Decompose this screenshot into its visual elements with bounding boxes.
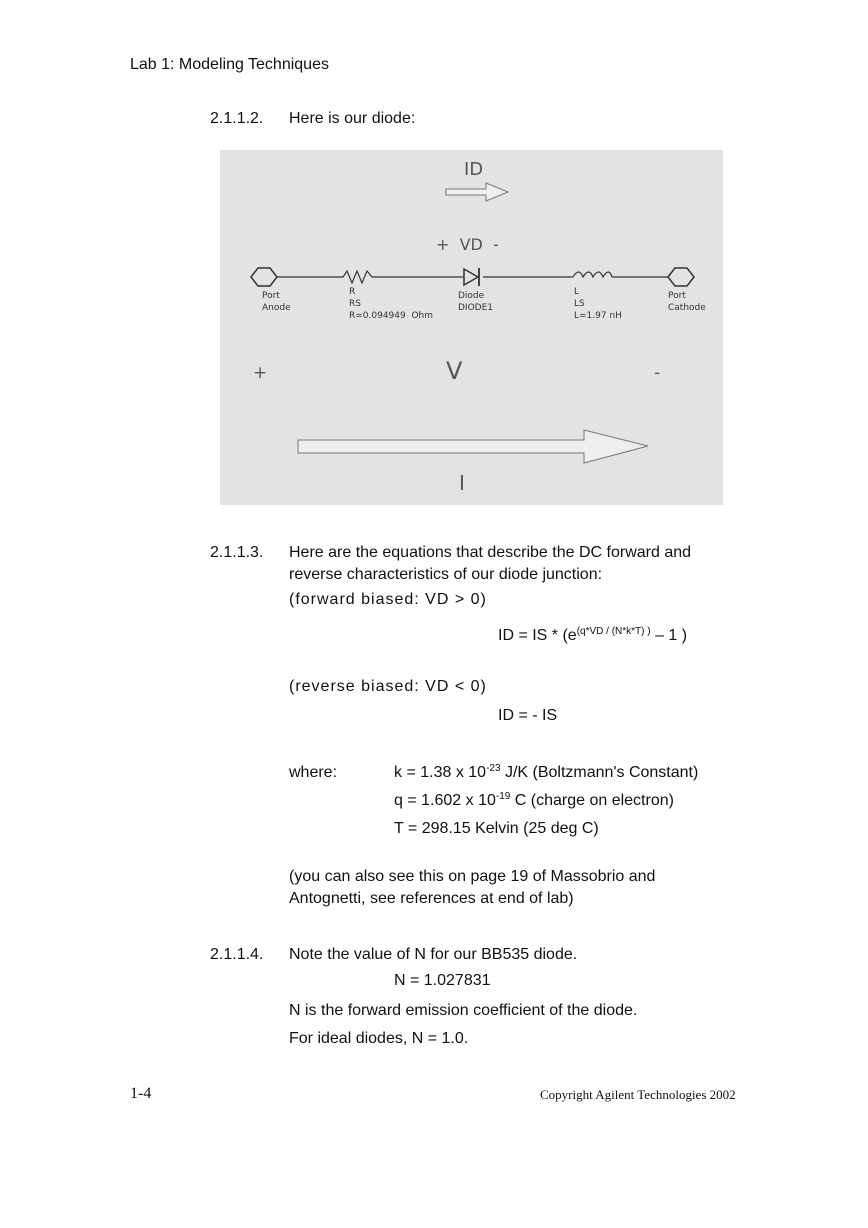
port-cathode-symbol — [668, 268, 694, 286]
running-header: Lab 1: Modeling Techniques — [130, 56, 329, 73]
plus-sign: + — [253, 363, 268, 383]
inductor-label-2: LS — [574, 299, 585, 309]
reference-note-line1: (you can also see this on page 19 of Massobrio and — [289, 868, 656, 885]
i-label: I — [459, 471, 465, 495]
section-number-2-1-1-2: 2.1.1.2. — [210, 110, 264, 127]
port-anode-label-1: Port — [262, 291, 280, 301]
forward-equation-exponent: (q*VD / (N*k*T) ) — [576, 626, 651, 637]
reverse-biased-label: (reverse biased: VD < 0) — [289, 678, 487, 695]
minus-sign: - — [654, 363, 661, 383]
where-label: where: — [289, 764, 338, 781]
port-anode-symbol — [251, 268, 277, 286]
inductor-label-3: L=1.97 nH — [574, 311, 622, 321]
page-number: 1-4 — [130, 1085, 152, 1102]
section-text-2-1-1-3-line2: reverse characteristics of our diode junction: — [289, 566, 603, 583]
id-label: ID — [464, 159, 484, 180]
port-cathode-label-1: Port — [668, 291, 686, 301]
resistor-label-3: R=0.094949 Ohm — [349, 311, 434, 321]
forward-biased-label: (forward biased: VD > 0) — [289, 591, 487, 608]
section-text-2-1-1-3-line1: Here are the equations that describe the DC forward and — [289, 544, 692, 561]
section-text-2-1-1-4-line2: N is the forward emission coefficient of the diode. — [289, 1002, 638, 1019]
diode-label-2: DIODE1 — [458, 303, 494, 313]
inductor-symbol — [573, 272, 612, 277]
resistor-label-2: RS — [349, 299, 361, 309]
inductor-label-1: L — [574, 287, 580, 297]
section-number-2-1-1-3: 2.1.1.3. — [210, 544, 264, 561]
port-anode-label-2: Anode — [262, 303, 291, 313]
port-cathode-label-2: Cathode — [668, 303, 706, 313]
forward-equation: ID = IS * ($e^{(q*VD / (N*k*T) )} - 1$ ) — [498, 626, 688, 644]
reverse-equation: ID = - IS — [498, 707, 558, 724]
section-text-2-1-1-4: Note the value of N for our BB535 diode. — [289, 946, 578, 963]
id-arrow — [446, 183, 508, 201]
constant-q: q = 1.602 x $10^{-19}$ C (charge on electron) — [394, 791, 674, 809]
current-arrow — [298, 430, 648, 463]
resistor-symbol — [343, 271, 372, 283]
diode-schematic-figure — [220, 150, 723, 505]
reference-note-line2: Antognetti, see references at end of lab) — [289, 890, 574, 907]
diode-symbol — [460, 268, 479, 286]
vd-label: + VD - — [436, 235, 499, 254]
constant-k: k = 1.38 x $10^{-23}$ J/K (Boltzmann's Constant) — [394, 763, 699, 781]
constant-t: T = 298.15 Kelvin (25 deg C) — [394, 820, 599, 837]
section-text-2-1-1-2: Here is our diode: — [289, 110, 416, 127]
v-label: V — [446, 357, 463, 385]
resistor-label-1: R — [349, 287, 356, 297]
section-text-2-1-1-4-line3: For ideal diodes, N = 1.0. — [289, 1030, 469, 1047]
copyright-notice: Copyright Agilent Technologies 2002 — [540, 1087, 736, 1102]
section-number-2-1-1-4: 2.1.1.4. — [210, 946, 264, 963]
diode-label-1: Diode — [458, 291, 485, 301]
n-value: N = 1.027831 — [394, 972, 491, 989]
